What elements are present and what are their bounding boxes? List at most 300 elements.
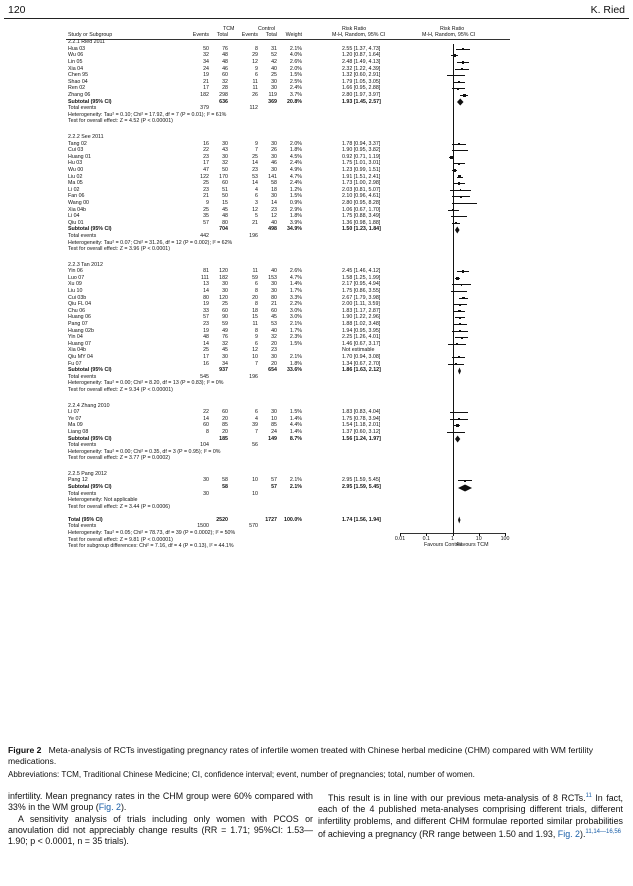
- risk-ratio-value: 1.90 [0.95, 3.82]: [342, 147, 381, 154]
- study-name: Yin 04: [68, 334, 83, 341]
- total-value: 10: [271, 415, 277, 422]
- study-name: Xu 09: [68, 281, 82, 288]
- point-estimate: [455, 363, 457, 365]
- point-estimate: [456, 343, 458, 345]
- risk-ratio-value: 2.03 [0.81, 5.07]: [342, 186, 381, 193]
- events-value: 7: [255, 360, 258, 367]
- total-value: 182: [219, 274, 228, 281]
- weight-value: 2.0%: [289, 65, 302, 72]
- study-name: Ye 07: [68, 415, 82, 422]
- body-column-right: [318, 791, 623, 840]
- risk-ratio-value: 1.50 [1.23, 1.84]: [342, 226, 381, 233]
- null-effect-line: [453, 44, 454, 533]
- weight-value: 2.0%: [289, 140, 302, 147]
- events-value: 17: [203, 160, 209, 167]
- events-value: 6: [255, 409, 258, 416]
- paragraph: infertility. Mean pregnancy rates in the CHM group were 60% compared with 33% in the WM group (Fig. 2).: [8, 791, 313, 813]
- weight-value: 2.9%: [289, 206, 302, 213]
- point-estimate: [458, 418, 460, 420]
- total-value: 59: [222, 321, 228, 328]
- weight-value: 4.4%: [289, 422, 302, 429]
- events-value: 17: [203, 85, 209, 92]
- events-value: 442: [200, 232, 209, 239]
- study-name: Cui 03b: [68, 294, 87, 301]
- total-value: 40: [271, 268, 277, 275]
- total-value: 120: [219, 294, 228, 301]
- weight-value: 2.1%: [289, 321, 302, 328]
- risk-ratio-value: 2.48 [1.49, 4.13]: [342, 59, 381, 65]
- total-value: 52: [271, 52, 277, 59]
- subgroup-difference-text: Test for subgroup differences: Chi² = 7.16, df = 4 (P = 0.13), I² = 44.1%: [68, 543, 234, 550]
- total-value: 85: [271, 422, 277, 429]
- risk-ratio-value: 1.37 [0.60, 3.12]: [342, 428, 381, 435]
- heterogeneity-text: Heterogeneity: Tau² = 0.00; Chi² = 0.35, df = 3 (P = 0.95); I² = 0%: [68, 448, 221, 455]
- weight-value: 2.4%: [289, 85, 302, 92]
- point-estimate: [458, 81, 460, 83]
- total-value: 30: [271, 85, 277, 92]
- risk-ratio-value: 1.88 [1.02, 3.48]: [342, 321, 381, 328]
- total-value: 170: [219, 173, 228, 180]
- study-name: Liang 08: [68, 428, 89, 435]
- total-value: 76: [222, 334, 228, 341]
- weight-value: 1.4%: [289, 428, 302, 435]
- total-value: 153: [268, 274, 277, 281]
- events-value: 81: [203, 268, 209, 275]
- weight-value: 1.8%: [289, 360, 302, 367]
- risk-ratio-value: 0.92 [0.71, 1.19]: [342, 153, 381, 160]
- total-value: 80: [222, 219, 228, 226]
- total-value: 30: [271, 281, 277, 288]
- events-value: 4: [255, 186, 258, 193]
- risk-ratio-value: 2.80 [1.97, 3.97]: [342, 92, 381, 98]
- total-value: 85: [222, 422, 228, 429]
- overall-effect-text: Test for overall effect: Z = 3.77 (P = 0.0002): [68, 455, 170, 462]
- risk-ratio-value: 1.83 [1.17, 2.87]: [342, 307, 381, 314]
- study-name: Hua 03: [68, 45, 86, 52]
- total-value: 30: [222, 281, 228, 288]
- point-estimate: [458, 310, 460, 312]
- total-value: 34: [222, 360, 228, 367]
- events-value: 8: [255, 301, 258, 308]
- risk-ratio-value: 1.94 [0.95, 3.95]: [342, 327, 381, 334]
- point-estimate: [461, 284, 463, 286]
- total-value: 46: [271, 160, 277, 167]
- point-estimate: [459, 317, 461, 319]
- study-name: Li 07: [68, 409, 80, 416]
- total-value: 26: [271, 147, 277, 154]
- subgroup-title: 2.2.1 Ried 2011: [68, 39, 106, 46]
- weight-value: 34.9%: [286, 226, 302, 233]
- pooled-diamond: [456, 367, 463, 375]
- total-value: 24: [271, 428, 277, 435]
- total-value: 32: [222, 78, 228, 85]
- paragraph: A sensitivity analysis of trials including only women with PCOS or anovulation did not appreciably change results (RR = 1.71; 95%CI: 1.53—1.90; p < 0.0001, n = 35 trials).: [8, 813, 313, 847]
- study-name: Shao 04: [68, 78, 88, 85]
- events-value: 10: [252, 477, 258, 484]
- point-estimate: [462, 48, 464, 50]
- weight-value: 8.7%: [289, 435, 302, 442]
- events-value: 33: [203, 307, 209, 314]
- events-value: 9: [255, 65, 258, 72]
- events-value: 23: [203, 321, 209, 328]
- heterogeneity-text: Heterogeneity: Tau² = 0.05; Chi² = 78.73, df = 39 (P = 0.0002); I² = 50%: [68, 529, 236, 536]
- total-value: 46: [222, 65, 228, 72]
- total-value: 76: [222, 45, 228, 52]
- point-estimate: [458, 182, 460, 184]
- events-value: 1500: [197, 523, 209, 530]
- study-name: Pang 07: [68, 321, 88, 328]
- events-value: 19: [203, 327, 209, 334]
- risk-ratio-value: 1.75 [0.86, 3.55]: [342, 288, 381, 295]
- events-value: 59: [252, 274, 258, 281]
- total-value: 42: [271, 59, 277, 65]
- weight-value: 4.5%: [289, 153, 302, 160]
- study-name: Cui 03: [68, 147, 84, 154]
- total-value: 60: [222, 180, 228, 187]
- events-value: 196: [249, 232, 258, 239]
- study-name: Huang 06: [68, 314, 91, 321]
- pooled-diamond: [456, 484, 474, 492]
- events-value: 15: [252, 314, 258, 321]
- events-value: 14: [203, 288, 209, 295]
- x-tick-label: 10: [475, 535, 482, 542]
- total-value: 20: [222, 428, 228, 435]
- risk-ratio-value: 1.66 [0.95, 2.88]: [342, 85, 381, 92]
- point-estimate: [458, 216, 460, 218]
- total-value: 14: [271, 199, 277, 206]
- total-value: 654: [268, 367, 277, 374]
- weight-value: 1.5%: [289, 72, 302, 79]
- point-estimate: [459, 304, 461, 306]
- study-name: Ma 09: [68, 422, 83, 429]
- events-value: 8: [255, 327, 258, 334]
- total-value: 57: [271, 477, 277, 484]
- total-events-label: Total events: [68, 373, 97, 380]
- events-header: Events: [241, 32, 258, 39]
- subtotal-label: Subtotal (95% CI): [68, 484, 112, 491]
- events-value: 19: [203, 301, 209, 308]
- events-value: 23: [203, 186, 209, 193]
- point-estimate: [458, 143, 460, 145]
- total-events-label: Total events: [68, 523, 97, 530]
- events-value: 14: [252, 160, 258, 167]
- total-value: 30: [271, 166, 277, 173]
- weight-value: 1.4%: [289, 415, 302, 422]
- total-value: 704: [219, 226, 228, 233]
- pooled-diamond: [453, 226, 462, 234]
- events-value: 5: [255, 213, 258, 220]
- favours-left-label: Favours Control: [424, 541, 462, 548]
- study-name: Yin 06: [68, 268, 83, 275]
- pooled-diamond: [456, 516, 462, 524]
- total-value: 30: [222, 288, 228, 295]
- pooled-diamond-shape: [457, 99, 464, 106]
- events-value: 9: [255, 334, 258, 341]
- total-value: 40: [271, 327, 277, 334]
- events-value: 13: [203, 281, 209, 288]
- risk-ratio-value: 1.79 [1.05, 3.05]: [342, 78, 381, 85]
- point-estimate: [458, 175, 461, 178]
- events-value: 60: [203, 422, 209, 429]
- point-estimate: [456, 277, 459, 280]
- events-value: 11: [252, 268, 258, 275]
- favours-right-label: Favours TCM: [456, 541, 489, 548]
- citation-link[interactable]: 11,14—16,56: [585, 828, 622, 835]
- risk-ratio-value: 1.73 [1.00, 2.98]: [342, 180, 381, 187]
- study-name: Tang 02: [68, 140, 87, 147]
- point-estimate: [459, 330, 461, 332]
- total-value: 40: [271, 65, 277, 72]
- study-name: Xia 04: [68, 65, 84, 72]
- events-value: 6: [255, 72, 258, 79]
- weight-value: 3.7%: [289, 92, 302, 98]
- study-name: Liu 02: [68, 173, 83, 180]
- point-estimate: [464, 480, 466, 482]
- events-value: 545: [200, 373, 209, 380]
- total-value: 498: [268, 226, 277, 233]
- events-value: 34: [203, 59, 209, 65]
- total-value: 53: [271, 321, 277, 328]
- weight-value: 1.5%: [289, 340, 302, 347]
- total-value: 30: [222, 354, 228, 361]
- study-name: Pang 12: [68, 477, 88, 484]
- total-value: 45: [222, 206, 228, 213]
- events-value: 111: [200, 274, 209, 281]
- total-value: 32: [222, 160, 228, 167]
- events-value: 25: [203, 347, 209, 354]
- risk-ratio-value: 2.32 [1.22, 4.39]: [342, 65, 381, 72]
- total-value: 149: [268, 435, 277, 442]
- weight-value: 3.0%: [289, 314, 302, 321]
- events-header: Events: [192, 32, 209, 39]
- risk-ratio-value: 2.80 [0.95, 8.28]: [342, 199, 381, 206]
- study-name: Xia 04b: [68, 347, 86, 354]
- total-value: 18: [271, 186, 277, 193]
- total-value: 48: [222, 213, 228, 220]
- risk-ratio-value: 1.75 [0.78, 3.94]: [342, 415, 381, 422]
- study-name: Qiu FL 04: [68, 301, 92, 308]
- events-value: 48: [203, 334, 209, 341]
- group2-header: Control: [258, 26, 276, 32]
- running-author: K. Ried: [590, 4, 625, 16]
- study-header: Study or Subgroup: [68, 32, 113, 39]
- total-value: 58: [271, 180, 277, 187]
- risk-ratio-value: 1.75 [0.88, 3.49]: [342, 213, 381, 220]
- risk-ratio-value: 1.23 [0.99, 1.51]: [342, 166, 381, 173]
- events-value: 12: [252, 59, 258, 65]
- events-value: 30: [203, 477, 209, 484]
- events-value: 122: [200, 173, 209, 180]
- study-name: Lin 05: [68, 59, 83, 65]
- study-name: Hu 03: [68, 160, 83, 167]
- weight-header: Weight: [285, 32, 302, 39]
- risk-ratio-value: 1.58 [1.25, 1.99]: [342, 274, 381, 281]
- total-value: 51: [222, 186, 228, 193]
- weight-value: 33.6%: [286, 367, 302, 374]
- events-value: 47: [203, 166, 209, 173]
- total-value: 80: [271, 294, 277, 301]
- events-value: 9: [206, 199, 209, 206]
- events-value: 379: [200, 105, 209, 112]
- risk-ratio-value: 2.45 [1.46, 4.12]: [342, 268, 381, 275]
- total-value: 20: [271, 360, 277, 367]
- events-value: 35: [203, 213, 209, 220]
- subgroup-title: 2.2.2 See 2011: [68, 133, 104, 140]
- events-value: 26: [252, 92, 258, 98]
- total-value: 60: [222, 409, 228, 416]
- point-estimate: [455, 432, 457, 434]
- pooled-diamond-shape: [455, 226, 460, 233]
- point-estimate: [457, 88, 459, 90]
- total-value: 20: [222, 415, 228, 422]
- x-tick-label: 1: [451, 535, 454, 542]
- study-name: Li 02: [68, 186, 80, 193]
- subtotal-label: Subtotal (95% CI): [68, 435, 112, 442]
- study-name: Luo 07: [68, 274, 85, 281]
- total-value: 45: [222, 347, 228, 354]
- total-value: 57: [271, 484, 277, 491]
- total-value: 48: [222, 52, 228, 59]
- weight-value: 2.3%: [289, 334, 302, 341]
- events-value: 57: [203, 314, 209, 321]
- point-estimate: [461, 337, 463, 339]
- study-name: Huang 01: [68, 153, 91, 160]
- total-value: 31: [271, 45, 277, 52]
- risk-ratio-value: 1.70 [0.94, 3.08]: [342, 354, 381, 361]
- subgroup-title: 2.2.3 Tan 2012: [68, 261, 103, 268]
- weight-value: 4.0%: [289, 52, 302, 59]
- pooled-diamond-shape: [455, 436, 460, 443]
- events-value: 12: [252, 206, 258, 213]
- total-value: 58: [222, 484, 228, 491]
- x-tick-label: 0.01: [394, 535, 406, 542]
- risk-ratio-value: 1.83 [0.83, 4.04]: [342, 409, 381, 416]
- events-value: 8: [255, 45, 258, 52]
- point-estimate: [453, 54, 456, 57]
- point-estimate: [462, 297, 465, 300]
- weight-value: 3.9%: [289, 219, 302, 226]
- point-estimate: [458, 356, 460, 358]
- risk-ratio-value: 1.56 [1.24, 1.97]: [342, 435, 381, 442]
- events-value: 25: [203, 180, 209, 187]
- total-value: 21: [271, 301, 277, 308]
- total-header: Total: [265, 32, 277, 39]
- figure-link[interactable]: Fig. 2: [557, 828, 580, 839]
- events-value: 196: [249, 373, 258, 380]
- weight-value: 4.7%: [289, 274, 302, 281]
- total-value: 30: [271, 193, 277, 200]
- subgroup-title: 2.2.5 Pang 2012: [68, 470, 107, 477]
- events-value: 21: [203, 78, 209, 85]
- risk-ratio-value: 1.86 [1.63, 2.12]: [342, 367, 381, 374]
- events-value: 19: [203, 72, 209, 79]
- total-value: 30: [222, 140, 228, 147]
- events-value: 3: [255, 199, 258, 206]
- body-column-left: [8, 791, 313, 847]
- point-estimate: [461, 68, 463, 70]
- study-name: Wu 06: [68, 52, 84, 59]
- risk-ratio-value: 1.75 [1.01, 3.01]: [342, 160, 381, 167]
- events-value: 7: [255, 147, 258, 154]
- total-value: 23: [271, 347, 277, 354]
- total-value: 32: [222, 340, 228, 347]
- events-value: 16: [203, 360, 209, 367]
- weight-value: 2.4%: [289, 180, 302, 187]
- total-value: 30: [271, 354, 277, 361]
- events-value: 20: [252, 294, 258, 301]
- rr-subheader: M-H, Random, 95% CI: [332, 32, 386, 39]
- total-value: 48: [222, 59, 228, 65]
- total-value: 30: [271, 288, 277, 295]
- weight-value: 1.2%: [289, 186, 302, 193]
- risk-ratio-value: 1.91 [1.51, 2.41]: [342, 173, 381, 180]
- events-value: 4: [255, 415, 258, 422]
- risk-ratio-value: 1.46 [0.67, 3.17]: [342, 340, 381, 347]
- weight-value: 1.5%: [289, 193, 302, 200]
- risk-ratio-value: Not estimable: [342, 347, 375, 354]
- total-value: 30: [271, 78, 277, 85]
- overall-effect-text: Test for overall effect: Z = 4.52 (P < 0.00001): [68, 118, 173, 125]
- total-value: 23: [271, 206, 277, 213]
- point-estimate: [459, 323, 461, 325]
- total-value: 25: [222, 301, 228, 308]
- weight-value: 2.6%: [289, 59, 302, 65]
- total-events-label: Total events: [68, 442, 97, 449]
- subgroup-title: 2.2.4 Zhang 2010: [68, 402, 110, 409]
- total-value: 298: [219, 92, 228, 98]
- citation-link[interactable]: 11: [585, 793, 592, 799]
- total-value: 369: [268, 98, 277, 105]
- risk-ratio-value: 1.54 [1.18, 2.01]: [342, 422, 381, 429]
- risk-ratio-value: 1.32 [0.60, 2.91]: [342, 72, 381, 79]
- weight-value: 1.8%: [289, 213, 302, 220]
- weight-value: 4.9%: [289, 166, 302, 173]
- x-tick-label: 0.1: [422, 535, 430, 542]
- figure-link[interactable]: Fig. 2: [98, 802, 121, 813]
- total-value: 43: [222, 147, 228, 154]
- events-value: 18: [252, 307, 258, 314]
- total-events-label: Total events: [68, 105, 97, 112]
- events-value: 112: [249, 105, 258, 112]
- total-value: 32: [271, 334, 277, 341]
- weight-value: 0.9%: [289, 199, 302, 206]
- header-rule: [66, 39, 510, 40]
- study-name: Fu 07: [68, 360, 82, 367]
- events-value: 29: [252, 52, 258, 59]
- events-value: 24: [203, 65, 209, 72]
- total-value: 141: [268, 173, 277, 180]
- point-estimate: [462, 61, 464, 63]
- point-estimate: [460, 196, 462, 198]
- total-value: 60: [222, 307, 228, 314]
- point-estimate: [463, 94, 466, 97]
- risk-ratio-value: 2.10 [0.96, 4.61]: [342, 193, 381, 200]
- pooled-diamond-shape: [458, 367, 461, 374]
- events-value: 14: [203, 415, 209, 422]
- weight-value: 3.3%: [289, 294, 302, 301]
- heterogeneity-text: Heterogeneity: Tau² = 0.07; Chi² = 31.26, df = 12 (P = 0.002); I² = 62%: [68, 239, 233, 246]
- point-estimate: [459, 150, 461, 152]
- events-value: 53: [252, 173, 258, 180]
- risk-ratio-value: 2.25 [1.26, 4.01]: [342, 334, 381, 341]
- overall-effect-text: Test for overall effect: Z = 9.81 (P < 0.00001): [68, 536, 173, 543]
- weight-value: 2.1%: [289, 45, 302, 52]
- risk-ratio-value: 1.36 [0.98, 1.88]: [342, 219, 381, 226]
- plot-subheader: M-H, Random, 95% CI: [422, 32, 476, 39]
- figure-abbreviations: Abbreviations: TCM, Traditional Chinese Medicine; CI, confidence interval; event, number of pregnancies; total, number of women.: [8, 770, 475, 779]
- point-estimate: [453, 169, 456, 172]
- events-value: 50: [203, 45, 209, 52]
